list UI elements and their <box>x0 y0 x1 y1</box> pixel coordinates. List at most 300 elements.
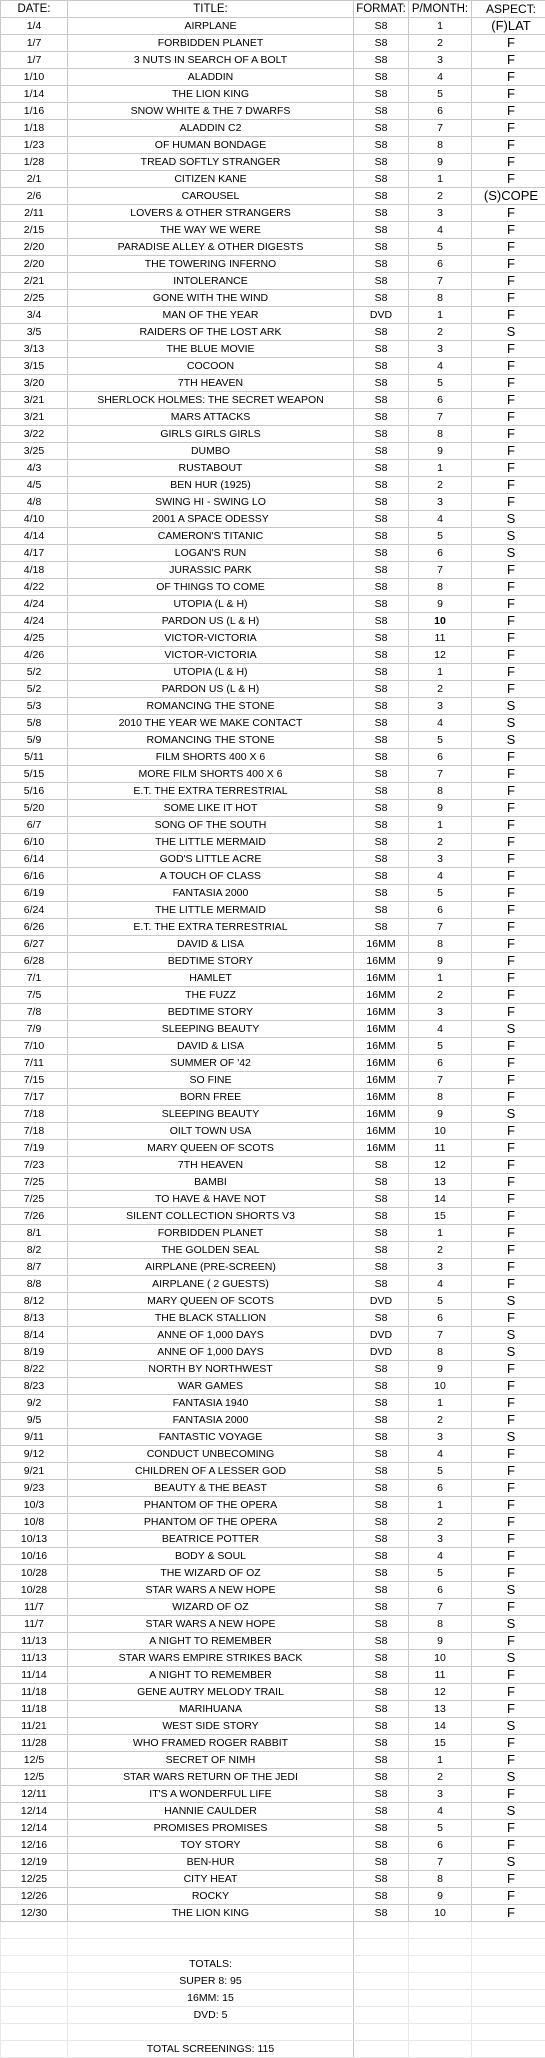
pmonth-cell: 5 <box>409 1038 472 1055</box>
table-row <box>1 52 545 69</box>
aspect-cell: S <box>472 732 545 749</box>
title-cell: AIRPLANE (PRE-SCREEN) <box>68 1259 354 1276</box>
table-row <box>1 307 545 324</box>
date-cell: 2/6 <box>1 188 68 205</box>
aspect-cell: S <box>472 1327 545 1344</box>
format-cell: S8 <box>354 783 409 800</box>
table-row <box>1 103 545 120</box>
format-cell: S8 <box>354 1565 409 1582</box>
aspect-cell: F <box>472 375 545 392</box>
pmonth-cell: 7 <box>409 273 472 290</box>
format-cell: DVD <box>354 1344 409 1361</box>
pmonth-cell: 6 <box>409 1480 472 1497</box>
format-cell: DVD <box>354 1327 409 1344</box>
format-cell: S8 <box>354 1803 409 1820</box>
title-cell: ALADDIN C2 <box>68 120 354 137</box>
date-cell: 3/22 <box>1 426 68 443</box>
pmonth-cell: 4 <box>409 715 472 732</box>
aspect-cell: F <box>472 1072 545 1089</box>
aspect-cell: F <box>472 1480 545 1497</box>
table-row <box>1 341 545 358</box>
pmonth-cell: 2 <box>409 188 472 205</box>
table-row <box>1 1004 545 1021</box>
table-row <box>1 1786 545 1803</box>
pmonth-cell: 2 <box>409 987 472 1004</box>
pmonth-cell: 12 <box>409 1684 472 1701</box>
totals-section <box>1 1922 545 2058</box>
format-cell: S8 <box>354 1633 409 1650</box>
aspect-cell: F <box>472 1667 545 1684</box>
format-cell: S8 <box>354 273 409 290</box>
title-cell: INTOLERANCE <box>68 273 354 290</box>
aspect-cell: F <box>472 630 545 647</box>
title-cell: SONG OF THE SOUTH <box>68 817 354 834</box>
pmonth-cell: 2 <box>409 477 472 494</box>
format-cell: S8 <box>354 1259 409 1276</box>
format-cell: S8 <box>354 800 409 817</box>
aspect-cell: F <box>472 1395 545 1412</box>
title-cell: THE LITTLE MERMAID <box>68 834 354 851</box>
title-cell: THE LION KING <box>68 1905 354 1922</box>
table-row <box>1 630 545 647</box>
aspect-cell: F <box>472 1888 545 1905</box>
aspect-cell: F <box>472 1378 545 1395</box>
table-row <box>1 273 545 290</box>
pmonth-cell: 9 <box>409 443 472 460</box>
pmonth-cell: 4 <box>409 511 472 528</box>
table-row <box>1 1820 545 1837</box>
format-cell: S8 <box>354 1752 409 1769</box>
title-cell: LOGAN'S RUN <box>68 545 354 562</box>
date-cell: 5/8 <box>1 715 68 732</box>
title-cell: TREAD SOFTLY STRANGER <box>68 154 354 171</box>
date-cell: 7/19 <box>1 1140 68 1157</box>
table-row <box>1 1106 545 1123</box>
date-cell: 11/18 <box>1 1701 68 1718</box>
pmonth-cell: 15 <box>409 1208 472 1225</box>
date-cell: 8/2 <box>1 1242 68 1259</box>
title-cell: PARDON US (L & H) <box>68 681 354 698</box>
format-cell: S8 <box>354 18 409 35</box>
totals-16mm: 16MM: 15 <box>68 1990 354 2007</box>
table-row <box>1 664 545 681</box>
table-row <box>1 800 545 817</box>
pmonth-cell: 7 <box>409 120 472 137</box>
title-cell: ROCKY <box>68 1888 354 1905</box>
format-cell: S8 <box>354 562 409 579</box>
aspect-cell: F <box>472 851 545 868</box>
pmonth-cell: 8 <box>409 1871 472 1888</box>
table-row <box>1 324 545 341</box>
spacer-row <box>1 2024 545 2041</box>
pmonth-cell: 1 <box>409 817 472 834</box>
pmonth-cell: 7 <box>409 409 472 426</box>
date-cell: 2/11 <box>1 205 68 222</box>
table-row <box>1 1905 545 1922</box>
aspect-cell: F <box>472 868 545 885</box>
format-cell: S8 <box>354 511 409 528</box>
aspect-cell: F <box>472 1837 545 1854</box>
format-cell: S8 <box>354 698 409 715</box>
table-row <box>1 1310 545 1327</box>
aspect-cell: F <box>472 579 545 596</box>
totals-dvd: DVD: 5 <box>68 2007 354 2024</box>
table-row <box>1 834 545 851</box>
table-row <box>1 1429 545 1446</box>
date-cell: 6/10 <box>1 834 68 851</box>
aspect-cell: F <box>472 1446 545 1463</box>
date-cell: 5/11 <box>1 749 68 766</box>
aspect-cell: F <box>472 52 545 69</box>
format-cell: S8 <box>354 358 409 375</box>
pmonth-cell: 5 <box>409 1293 472 1310</box>
table-row <box>1 1089 545 1106</box>
format-cell: S8 <box>354 1888 409 1905</box>
pmonth-cell: 10 <box>409 1650 472 1667</box>
date-cell: 6/7 <box>1 817 68 834</box>
format-cell: S8 <box>354 171 409 188</box>
aspect-cell: F <box>472 443 545 460</box>
title-cell: TO HAVE & HAVE NOT <box>68 1191 354 1208</box>
table-row <box>1 1055 545 1072</box>
pmonth-cell: 5 <box>409 375 472 392</box>
title-cell: UTOPIA (L & H) <box>68 596 354 613</box>
date-cell: 4/26 <box>1 647 68 664</box>
date-cell: 3/21 <box>1 409 68 426</box>
date-cell: 8/22 <box>1 1361 68 1378</box>
date-cell: 12/11 <box>1 1786 68 1803</box>
date-cell: 1/16 <box>1 103 68 120</box>
title-cell: CAROUSEL <box>68 188 354 205</box>
pmonth-cell: 1 <box>409 307 472 324</box>
date-cell: 1/23 <box>1 137 68 154</box>
title-cell: A NIGHT TO REMEMBER <box>68 1633 354 1650</box>
date-cell: 8/23 <box>1 1378 68 1395</box>
aspect-cell: F <box>472 1055 545 1072</box>
aspect-cell: F <box>472 1276 545 1293</box>
aspect-cell: (S)COPE <box>472 188 545 205</box>
table-row <box>1 1225 545 1242</box>
table-row <box>1 1208 545 1225</box>
format-cell: S8 <box>354 290 409 307</box>
date-cell: 4/24 <box>1 596 68 613</box>
format-cell: S8 <box>354 766 409 783</box>
format-cell: S8 <box>354 1361 409 1378</box>
pmonth-cell: 6 <box>409 256 472 273</box>
pmonth-cell: 5 <box>409 239 472 256</box>
format-cell: S8 <box>354 256 409 273</box>
title-cell: WEST SIDE STORY <box>68 1718 354 1735</box>
table-row <box>1 545 545 562</box>
aspect-cell: F <box>472 800 545 817</box>
title-cell: BEN-HUR <box>68 1854 354 1871</box>
date-cell: 9/5 <box>1 1412 68 1429</box>
format-cell: S8 <box>354 1616 409 1633</box>
aspect-cell: F <box>472 222 545 239</box>
title-cell: CITIZEN KANE <box>68 171 354 188</box>
format-cell: S8 <box>354 477 409 494</box>
pmonth-cell: 10 <box>409 1123 472 1140</box>
date-cell: 12/16 <box>1 1837 68 1854</box>
aspect-cell: F <box>472 69 545 86</box>
table-row <box>1 1565 545 1582</box>
table-row <box>1 222 545 239</box>
pmonth-cell: 7 <box>409 562 472 579</box>
title-cell: LOVERS & OTHER STRANGERS <box>68 205 354 222</box>
totals-heading: TOTALS: <box>68 1956 354 1973</box>
format-cell: S8 <box>354 1769 409 1786</box>
aspect-cell: F <box>472 681 545 698</box>
title-cell: THE GOLDEN SEAL <box>68 1242 354 1259</box>
format-cell: 16MM <box>354 1004 409 1021</box>
aspect-cell: F <box>472 1531 545 1548</box>
totals-super8: SUPER 8: 95 <box>68 1973 354 1990</box>
pmonth-cell: 5 <box>409 1565 472 1582</box>
aspect-cell: S <box>472 698 545 715</box>
table-row <box>1 1548 545 1565</box>
format-cell: S8 <box>354 613 409 630</box>
format-cell: S8 <box>354 749 409 766</box>
pmonth-cell: 5 <box>409 732 472 749</box>
format-cell: S8 <box>354 885 409 902</box>
table-row <box>1 256 545 273</box>
pmonth-cell: 5 <box>409 885 472 902</box>
aspect-cell: S <box>472 715 545 732</box>
aspect-cell: F <box>472 341 545 358</box>
date-cell: 2/20 <box>1 239 68 256</box>
title-cell: SHERLOCK HOLMES: THE SECRET WEAPON <box>68 392 354 409</box>
pmonth-cell: 1 <box>409 1497 472 1514</box>
aspect-cell: F <box>472 885 545 902</box>
table-row <box>1 137 545 154</box>
format-cell: S8 <box>354 1429 409 1446</box>
title-cell: SECRET OF NIMH <box>68 1752 354 1769</box>
title-cell: OF HUMAN BONDAGE <box>68 137 354 154</box>
title-cell: MAN OF THE YEAR <box>68 307 354 324</box>
aspect-cell: F <box>472 1123 545 1140</box>
header-format: FORMAT: <box>354 1 409 18</box>
format-cell: S8 <box>354 528 409 545</box>
date-cell: 10/13 <box>1 1531 68 1548</box>
format-cell: S8 <box>354 1837 409 1854</box>
table-row <box>1 1497 545 1514</box>
aspect-cell: F <box>472 1514 545 1531</box>
title-cell: MARY QUEEN OF SCOTS <box>68 1140 354 1157</box>
pmonth-cell: 9 <box>409 800 472 817</box>
date-cell: 4/24 <box>1 613 68 630</box>
pmonth-cell: 4 <box>409 69 472 86</box>
pmonth-cell: 1 <box>409 1395 472 1412</box>
format-cell: S8 <box>354 494 409 511</box>
title-cell: 2010 THE YEAR WE MAKE CONTACT <box>68 715 354 732</box>
title-cell: HAMLET <box>68 970 354 987</box>
aspect-cell: F <box>472 477 545 494</box>
pmonth-cell: 1 <box>409 1225 472 1242</box>
pmonth-cell: 13 <box>409 1701 472 1718</box>
date-cell: 2/25 <box>1 290 68 307</box>
aspect-cell: F <box>472 1820 545 1837</box>
pmonth-cell: 8 <box>409 783 472 800</box>
aspect-cell: F <box>472 1140 545 1157</box>
pmonth-cell: 4 <box>409 1803 472 1820</box>
table-row <box>1 1157 545 1174</box>
totals-heading-row <box>1 1956 545 1973</box>
format-cell: S8 <box>354 52 409 69</box>
title-cell: RUSTABOUT <box>68 460 354 477</box>
title-cell: THE FUZZ <box>68 987 354 1004</box>
format-cell: S8 <box>354 1412 409 1429</box>
table-row <box>1 1242 545 1259</box>
format-cell: S8 <box>354 1378 409 1395</box>
pmonth-cell: 9 <box>409 154 472 171</box>
format-cell: S8 <box>354 188 409 205</box>
title-cell: BEATRICE POTTER <box>68 1531 354 1548</box>
date-cell: 6/14 <box>1 851 68 868</box>
date-cell: 10/28 <box>1 1565 68 1582</box>
date-cell: 8/12 <box>1 1293 68 1310</box>
format-cell: S8 <box>354 817 409 834</box>
date-cell: 1/7 <box>1 52 68 69</box>
date-cell: 1/7 <box>1 35 68 52</box>
title-cell: GONE WITH THE WIND <box>68 290 354 307</box>
aspect-cell: F <box>472 1412 545 1429</box>
title-cell: THE LION KING <box>68 86 354 103</box>
date-cell: 5/3 <box>1 698 68 715</box>
date-cell: 12/19 <box>1 1854 68 1871</box>
table-row <box>1 1582 545 1599</box>
aspect-cell: F <box>472 1038 545 1055</box>
aspect-cell: F <box>472 1752 545 1769</box>
pmonth-cell: 11 <box>409 1667 472 1684</box>
table-row <box>1 1803 545 1820</box>
title-cell: ALADDIN <box>68 69 354 86</box>
title-cell: VICTOR-VICTORIA <box>68 630 354 647</box>
pmonth-cell: 4 <box>409 1446 472 1463</box>
pmonth-cell: 2 <box>409 1242 472 1259</box>
aspect-cell: F <box>472 358 545 375</box>
aspect-cell: F <box>472 1548 545 1565</box>
pmonth-cell: 13 <box>409 1174 472 1191</box>
date-cell: 7/23 <box>1 1157 68 1174</box>
aspect-cell: S <box>472 1616 545 1633</box>
title-cell: THE BLUE MOVIE <box>68 341 354 358</box>
format-cell: S8 <box>354 1786 409 1803</box>
table-row <box>1 987 545 1004</box>
date-cell: 4/22 <box>1 579 68 596</box>
pmonth-cell: 7 <box>409 1072 472 1089</box>
pmonth-cell: 3 <box>409 1531 472 1548</box>
aspect-cell: F <box>472 171 545 188</box>
format-cell: S8 <box>354 732 409 749</box>
date-cell: 11/21 <box>1 1718 68 1735</box>
pmonth-cell: 4 <box>409 1021 472 1038</box>
aspect-cell: F <box>472 1701 545 1718</box>
table-row <box>1 1038 545 1055</box>
table-row <box>1 1327 545 1344</box>
format-cell: S8 <box>354 1854 409 1871</box>
totals-16mm-row <box>1 1990 545 2007</box>
title-cell: CITY HEAT <box>68 1871 354 1888</box>
pmonth-cell: 2 <box>409 1769 472 1786</box>
pmonth-cell: 3 <box>409 1004 472 1021</box>
format-cell: S8 <box>354 1684 409 1701</box>
table-row <box>1 1378 545 1395</box>
aspect-cell: F <box>472 970 545 987</box>
date-cell: 3/15 <box>1 358 68 375</box>
date-cell: 5/2 <box>1 664 68 681</box>
date-cell: 10/3 <box>1 1497 68 1514</box>
aspect-cell: F <box>472 494 545 511</box>
date-cell: 4/5 <box>1 477 68 494</box>
pmonth-cell: 8 <box>409 1089 472 1106</box>
aspect-cell: F <box>472 460 545 477</box>
title-cell: BEDTIME STORY <box>68 1004 354 1021</box>
aspect-cell: F <box>472 1089 545 1106</box>
table-row <box>1 613 545 630</box>
title-cell: PARADISE ALLEY & OTHER DIGESTS <box>68 239 354 256</box>
table-row <box>1 1140 545 1157</box>
pmonth-cell: 6 <box>409 902 472 919</box>
title-cell: FANTASIA 2000 <box>68 885 354 902</box>
date-cell: 1/18 <box>1 120 68 137</box>
format-cell: S8 <box>354 647 409 664</box>
title-cell: 2001 A SPACE ODESSY <box>68 511 354 528</box>
date-cell: 12/5 <box>1 1752 68 1769</box>
aspect-cell: F <box>472 766 545 783</box>
format-cell: S8 <box>354 630 409 647</box>
pmonth-cell: 5 <box>409 1463 472 1480</box>
format-cell: S8 <box>354 1446 409 1463</box>
aspect-cell: F <box>472 1004 545 1021</box>
table-row <box>1 1259 545 1276</box>
aspect-cell: F <box>472 1242 545 1259</box>
table-row <box>1 1684 545 1701</box>
table-row <box>1 715 545 732</box>
date-cell: 3/4 <box>1 307 68 324</box>
date-cell: 7/25 <box>1 1191 68 1208</box>
aspect-cell: F <box>472 1361 545 1378</box>
format-cell: S8 <box>354 205 409 222</box>
title-cell: THE BLACK STALLION <box>68 1310 354 1327</box>
pmonth-cell: 2 <box>409 324 472 341</box>
aspect-cell: F <box>472 1497 545 1514</box>
date-cell: 1/4 <box>1 18 68 35</box>
table-row <box>1 375 545 392</box>
pmonth-cell: 6 <box>409 1837 472 1854</box>
format-cell: 16MM <box>354 1055 409 1072</box>
title-cell: BAMBI <box>68 1174 354 1191</box>
table-row <box>1 647 545 664</box>
title-cell: SLEEPING BEAUTY <box>68 1106 354 1123</box>
title-cell: ROMANCING THE STONE <box>68 698 354 715</box>
title-cell: BEAUTY & THE BEAST <box>68 1480 354 1497</box>
pmonth-cell: 15 <box>409 1735 472 1752</box>
title-cell: BEN HUR (1925) <box>68 477 354 494</box>
table-row <box>1 239 545 256</box>
pmonth-cell: 7 <box>409 1599 472 1616</box>
date-cell: 8/7 <box>1 1259 68 1276</box>
title-cell: ANNE OF 1,000 DAYS <box>68 1327 354 1344</box>
format-cell: S8 <box>354 1174 409 1191</box>
pmonth-cell: 6 <box>409 1582 472 1599</box>
title-cell: VICTOR-VICTORIA <box>68 647 354 664</box>
title-cell: FILM SHORTS 400 X 6 <box>68 749 354 766</box>
pmonth-cell: 14 <box>409 1718 472 1735</box>
title-cell: WAR GAMES <box>68 1378 354 1395</box>
table-row <box>1 1701 545 1718</box>
format-cell: S8 <box>354 222 409 239</box>
header-aspect: ASPECT: <box>472 1 545 18</box>
